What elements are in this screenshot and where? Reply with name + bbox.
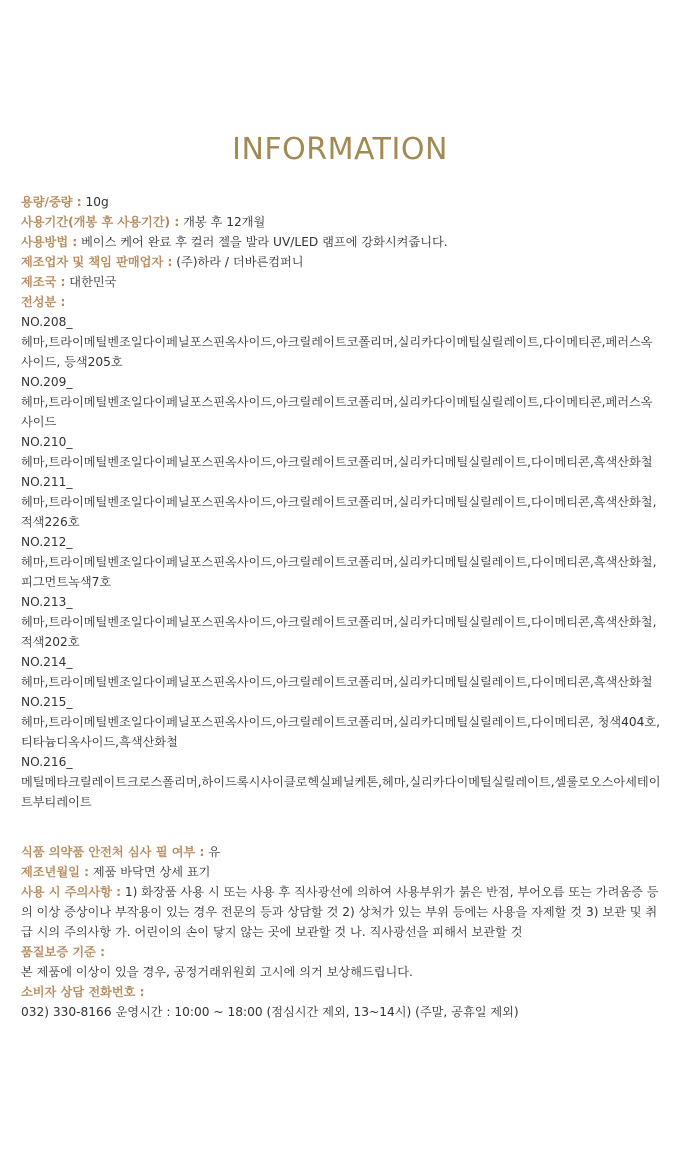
- ingredient-text: 헤마,트라이메틸벤조일다이페닐포스핀옥사이드,아크릴레이트코폴리머,실리카다이메틸실릴레이트,다이메티콘,페러스옥사이드, 등색205호: [21, 335, 653, 369]
- ingredient-text: 헤마,트라이메틸벤조일다이페닐포스핀옥사이드,아크릴레이트코폴리머,실리카다이메틸실릴레이트,다이메티콘,페러스옥사이드: [21, 395, 653, 429]
- field-cautions: 사용 시 주의사항 : 1) 화장품 사용 시 또는 사용 후 직사광선에 의하여 사용부위가 붉은 반점, 부어오름 또는 가려움증 등의 이상 증상이나 부작용이 있는 경우 전문의 등과 상담할 것 2) 상처가 있는 부위 등에는 사용을 자제할 것 3) 보관 및 취급 시의 주의사항 가. 어린이의 손이 닿지 않는 곳에 보관할 것 나. 직사광선을 피해서 보관할 것: [21, 885, 659, 939]
- field-usage-period: 사용기간(개봉 후 사용기간) : 개봉 후 12개월: [21, 215, 266, 229]
- ingredient-list: [21, 312, 661, 812]
- field-country: 제조국 : 대한민국: [21, 275, 117, 289]
- page-title: INFORMATION: [232, 132, 448, 167]
- field-volume: 용량/중량 : 10g: [21, 195, 109, 209]
- field-manufacturer: 제조업자 및 책임 판매업자 : (주)하라 / 더바른컴퍼니: [21, 255, 304, 269]
- ingredient-number: NO.215_: [21, 695, 73, 709]
- field-manufacture-date: 제조년월일 : 제품 바닥면 상세 표기: [21, 865, 211, 879]
- ingredient-number: NO.209_: [21, 375, 73, 389]
- field-usage-method: 사용방법 : 베이스 케어 완료 후 컬러 젤을 발라 UV/LED 램프에 강화시켜줍니다.: [21, 235, 448, 249]
- ingredient-text: 헤마,트라이메틸벤조일다이페닐포스핀옥사이드,아크릴레이트코폴리머,실리카디메틸실릴레이트,다이메티콘,흑색산화철: [21, 675, 653, 689]
- ingredient-text: 헤마,트라이메틸벤조일다이페닐포스핀옥사이드,아크릴레이트코폴리머,실리카디메틸실릴레이트,다이메티콘,흑색산화철, 적색226호: [21, 495, 657, 529]
- ingredient-number: NO.210_: [21, 435, 73, 449]
- section-gap: [21, 812, 661, 842]
- ingredient-number: NO.211_: [21, 475, 73, 489]
- ingredient-number: NO.213_: [21, 595, 73, 609]
- field-quality-standard: 품질보증 기준 :: [21, 945, 105, 959]
- field-mfds-review: 식품 의약품 안전처 심사 필 여부 : 유: [21, 845, 221, 859]
- field-consumer-phone: 소비자 상담 전화번호 :: [21, 985, 145, 999]
- ingredient-text: 헤마,트라이메틸벤조일다이페닐포스핀옥사이드,아크릴레이트코폴리머,실리카디메틸실릴레이트,다이메티콘,흑색산화철, 피그먼트녹색7호: [21, 555, 657, 589]
- field-ingredients-heading: 전성분 :: [21, 295, 66, 309]
- ingredient-text: 헤마,트라이메틸벤조일다이페닐포스핀옥사이드,아크릴레이트코폴리머,실리카디메틸실릴레이트,다이메티콘, 청색404호,티타늄디옥사이드,흑색산화철: [21, 715, 661, 749]
- quality-standard-text: 본 제품에 이상이 있을 경우, 공정거래위원회 고시에 의거 보상해드립니다.: [21, 965, 413, 979]
- consumer-phone-text: 032) 330-8166 운영시간 : 10:00 ~ 18:00 (점심시간 제외, 13~14시) (주말, 공휴일 제외): [21, 1005, 519, 1019]
- ingredient-number: NO.208_: [21, 315, 73, 329]
- ingredient-text: 메틸메타크릴레이트크로스폴리머,하이드록시사이클로헥실페닐케톤,헤마,실리카다이메틸실릴레이트,셀룰로오스아세테이트부티레이트: [21, 775, 661, 809]
- ingredient-text: 헤마,트라이메틸벤조일다이페닐포스핀옥사이드,아크릴레이트코폴리머,실리카디메틸실릴레이트,다이메티콘,흑색산화철: [21, 455, 653, 469]
- ingredient-number: NO.212_: [21, 535, 73, 549]
- basic-info: [21, 192, 661, 312]
- ingredient-number: NO.216_: [21, 755, 73, 769]
- ingredient-number: NO.214_: [21, 655, 73, 669]
- additional-info: [21, 842, 661, 1022]
- ingredient-text: 헤마,트라이메틸벤조일다이페닐포스핀옥사이드,아크릴레이트코폴리머,실리카디메틸실릴레이트,다이메티콘,흑색산화철, 적색202호: [21, 615, 657, 649]
- information-content: [21, 192, 661, 1022]
